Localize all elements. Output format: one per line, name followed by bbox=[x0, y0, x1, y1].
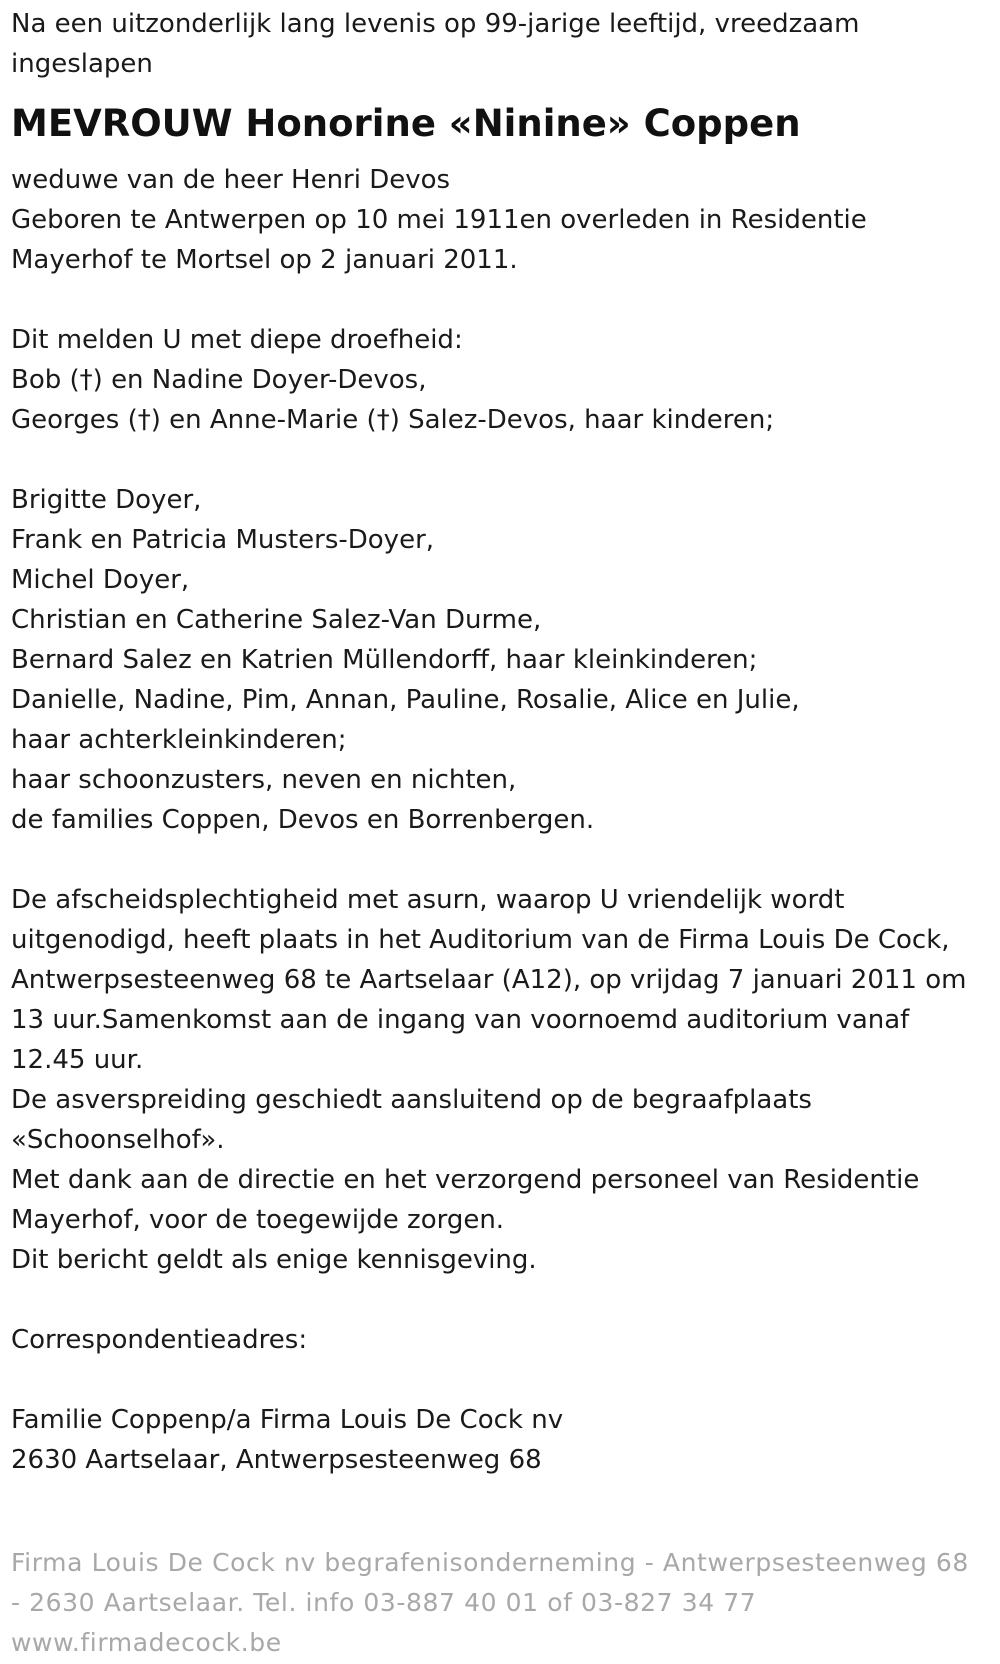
bio-line: Geboren te Antwerpen op 10 mei 1911en overleden in Residentie bbox=[11, 205, 867, 235]
family-line: de families Coppen, Devos en Borrenbergen. bbox=[11, 805, 595, 835]
address-line: 2630 Aartselaar, Antwerpsesteenweg 68 bbox=[11, 1445, 542, 1475]
spacer bbox=[11, 840, 996, 880]
obituary-document bbox=[11, 4, 996, 1480]
ceremony-line: Mayerhof, voor de toegewijde zorgen. bbox=[11, 1205, 505, 1235]
footer-line: Firma Louis De Cock nv begrafenisonderneming - Antwerpsesteenweg 68 bbox=[11, 1548, 969, 1577]
spacer bbox=[11, 280, 996, 320]
children-section bbox=[11, 320, 996, 440]
family-line: Bernard Salez en Katrien Müllendorff, haar kleinkinderen; bbox=[11, 645, 758, 675]
deceased-name-title: MEVROUW Honorine «Ninine» Coppen bbox=[11, 102, 801, 145]
bio-line: weduwe van de heer Henri Devos bbox=[11, 165, 451, 195]
ceremony-line: 13 uur.Samenkomst aan de ingang van voornoemd auditorium vanaf bbox=[11, 1005, 910, 1035]
funeral-home-footer bbox=[11, 1543, 996, 1663]
bio-line: Mayerhof te Mortsel op 2 januari 2011. bbox=[11, 245, 518, 275]
address-line: Familie Coppenp/a Firma Louis De Cock nv bbox=[11, 1405, 564, 1435]
family-line: Frank en Patricia Musters-Doyer, bbox=[11, 525, 435, 555]
intro-text bbox=[11, 4, 996, 84]
ceremony-line: «Schoonselhof». bbox=[11, 1125, 225, 1155]
spacer bbox=[11, 440, 996, 480]
ceremony-line: 12.45 uur. bbox=[11, 1045, 144, 1075]
correspondence-address bbox=[11, 1400, 996, 1480]
correspondence-label: Correspondentieadres: bbox=[11, 1325, 308, 1355]
bio-text bbox=[11, 160, 996, 280]
family-line: Georges (†) en Anne-Marie (†) Salez-Devos, haar kinderen; bbox=[11, 405, 775, 435]
ceremony-line: De afscheidsplechtigheid met asurn, waarop U vriendelijk wordt bbox=[11, 885, 845, 915]
footer-website-link[interactable]: www.firmadecock.be bbox=[11, 1628, 282, 1657]
intro-line: Na een uitzonderlijk lang levenis op 99-jarige leeftijd, vreedzaam bbox=[11, 9, 860, 39]
family-line: Christian en Catherine Salez-Van Durme, bbox=[11, 605, 542, 635]
intro-line: ingeslapen bbox=[11, 49, 153, 79]
ceremony-line: De asverspreiding geschiedt aansluitend op de begraafplaats bbox=[11, 1085, 812, 1115]
ceremony-section bbox=[11, 880, 996, 1280]
ceremony-line: uitgenodigd, heeft plaats in het Auditorium van de Firma Louis De Cock, bbox=[11, 925, 950, 955]
family-line: Brigitte Doyer, bbox=[11, 485, 202, 515]
ceremony-line: Met dank aan de directie en het verzorgend personeel van Residentie bbox=[11, 1165, 920, 1195]
ceremony-line: Dit bericht geldt als enige kennisgeving. bbox=[11, 1245, 537, 1275]
family-line: Danielle, Nadine, Pim, Annan, Pauline, Rosalie, Alice en Julie, bbox=[11, 685, 800, 715]
ceremony-line: Antwerpsesteenweg 68 te Aartselaar (A12), op vrijdag 7 januari 2011 om bbox=[11, 965, 967, 995]
family-line: Michel Doyer, bbox=[11, 565, 190, 595]
grandchildren-section bbox=[11, 480, 996, 840]
spacer bbox=[11, 1280, 996, 1320]
family-line: Bob (†) en Nadine Doyer-Devos, bbox=[11, 365, 427, 395]
family-line: Dit melden U met diepe droefheid: bbox=[11, 325, 463, 355]
spacer bbox=[11, 1360, 996, 1400]
family-line: haar achterkleinkinderen; bbox=[11, 725, 347, 755]
family-line: haar schoonzusters, neven en nichten, bbox=[11, 765, 517, 795]
footer-line: - 2630 Aartselaar. Tel. info 03-887 40 01 of 03-827 34 77 bbox=[11, 1588, 757, 1617]
